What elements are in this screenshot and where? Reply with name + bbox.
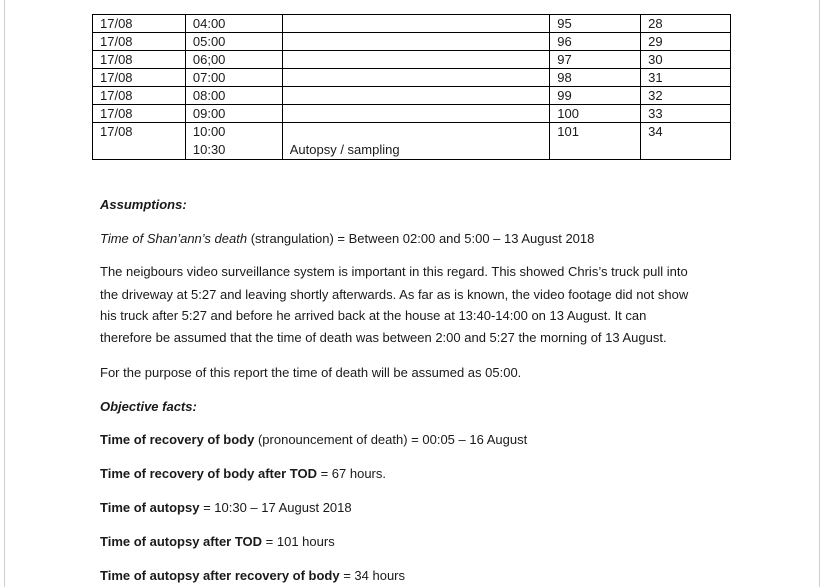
time-cell: 09:00 [185, 105, 282, 123]
hours-after-recovery-cell: 32 [641, 87, 731, 105]
hours-after-recovery-cell: 30 [641, 51, 731, 69]
purpose-paragraph: For the purpose of this report the time of death will be assumed as 05:00. [100, 365, 522, 380]
date-cell [93, 140, 186, 160]
time-of-death-line [100, 228, 594, 250]
date-cell: 17/08 [93, 51, 186, 69]
fact-value: = 101 hours [262, 534, 335, 549]
table-row [93, 15, 731, 33]
event-cell [282, 123, 550, 141]
assumptions-paragraph-line-1: The neigbours video surveillance system is important in this regard. This showed Chris’s truck pull into [100, 264, 688, 279]
table-row [93, 105, 731, 123]
page-edge-right [819, 0, 820, 587]
hours-after-tod-cell: 95 [550, 15, 641, 33]
fact-recovery-after-tod [100, 463, 386, 485]
fact-time-of-autopsy [100, 497, 352, 519]
date-cell: 17/08 [93, 33, 186, 51]
event-cell [282, 105, 550, 123]
fact-recovery-of-body [100, 429, 527, 451]
table-row [93, 140, 731, 160]
event-cell [282, 33, 550, 51]
fact-value: = 67 hours. [316, 466, 386, 481]
fact-value: (pronouncement of death) = 00:05 – 16 August [254, 432, 528, 447]
timeline-table [92, 14, 731, 160]
event-cell [282, 51, 550, 69]
time-cell: 10:00 [185, 123, 282, 141]
date-cell: 17/08 [93, 87, 186, 105]
page-edge-left [4, 0, 5, 587]
date-cell: 17/08 [93, 69, 186, 87]
objective-facts-heading: Objective facts: [100, 399, 197, 414]
fact-label: Time of autopsy [100, 500, 200, 515]
table-row [93, 69, 731, 87]
fact-autopsy-after-recovery [100, 565, 405, 587]
event-cell [282, 87, 550, 105]
fact-label: Time of recovery of body after TOD [100, 466, 317, 481]
hours-after-recovery-cell: 31 [641, 69, 731, 87]
hours-after-tod-cell: 99 [550, 87, 641, 105]
time-cell: 08:00 [185, 87, 282, 105]
fact-autopsy-after-tod [100, 531, 335, 553]
fact-label: Time of autopsy after TOD [100, 534, 263, 549]
table-row [93, 123, 731, 141]
time-of-death-label: Time of Shan’ann’s death [100, 231, 248, 246]
time-cell: 07:00 [185, 69, 282, 87]
hours-after-recovery-cell: 33 [641, 105, 731, 123]
hours-after-tod-cell: 96 [550, 33, 641, 51]
time-of-death-text: (strangulation) = Between 02:00 and 5:00 – 13 August 2018 [247, 231, 595, 246]
date-cell: 17/08 [93, 123, 186, 141]
hours-after-tod-cell: 101 [550, 123, 641, 141]
time-cell: 05:00 [185, 33, 282, 51]
assumptions-paragraph-line-3: his truck after 5:27 and before he arrived back at the house at 13:40-14:00 on 13 August. It can [100, 308, 647, 323]
table-row [93, 87, 731, 105]
event-cell: Autopsy / sampling [282, 140, 550, 160]
fact-label: Time of recovery of body [100, 432, 255, 447]
assumptions-paragraph-line-2: the driveway at 5:27 and leaving shortly afterwards. As far as is known, the video footage did not show [100, 287, 689, 302]
event-cell [282, 15, 550, 33]
hours-after-tod-cell [550, 140, 641, 160]
table-row [93, 51, 731, 69]
time-cell: 10:30 [185, 140, 282, 160]
fact-label: Time of autopsy after recovery of body [100, 568, 340, 583]
hours-after-recovery-cell: 28 [641, 15, 731, 33]
date-cell: 17/08 [93, 15, 186, 33]
hours-after-tod-cell: 97 [550, 51, 641, 69]
fact-value: = 34 hours [339, 568, 406, 583]
time-cell: 06;00 [185, 51, 282, 69]
event-cell [282, 69, 550, 87]
assumptions-paragraph-line-4: therefore be assumed that the time of death was between 2:00 and 5:27 the morning of 13 August. [100, 330, 667, 345]
assumptions-heading: Assumptions: [100, 197, 187, 212]
hours-after-tod-cell: 98 [550, 69, 641, 87]
table-row [93, 33, 731, 51]
hours-after-recovery-cell: 34 [641, 123, 731, 141]
date-cell: 17/08 [93, 105, 186, 123]
hours-after-recovery-cell [641, 140, 731, 160]
time-cell: 04:00 [185, 15, 282, 33]
hours-after-recovery-cell: 29 [641, 33, 731, 51]
hours-after-tod-cell: 100 [550, 105, 641, 123]
fact-value: = 10:30 – 17 August 2018 [199, 500, 352, 515]
